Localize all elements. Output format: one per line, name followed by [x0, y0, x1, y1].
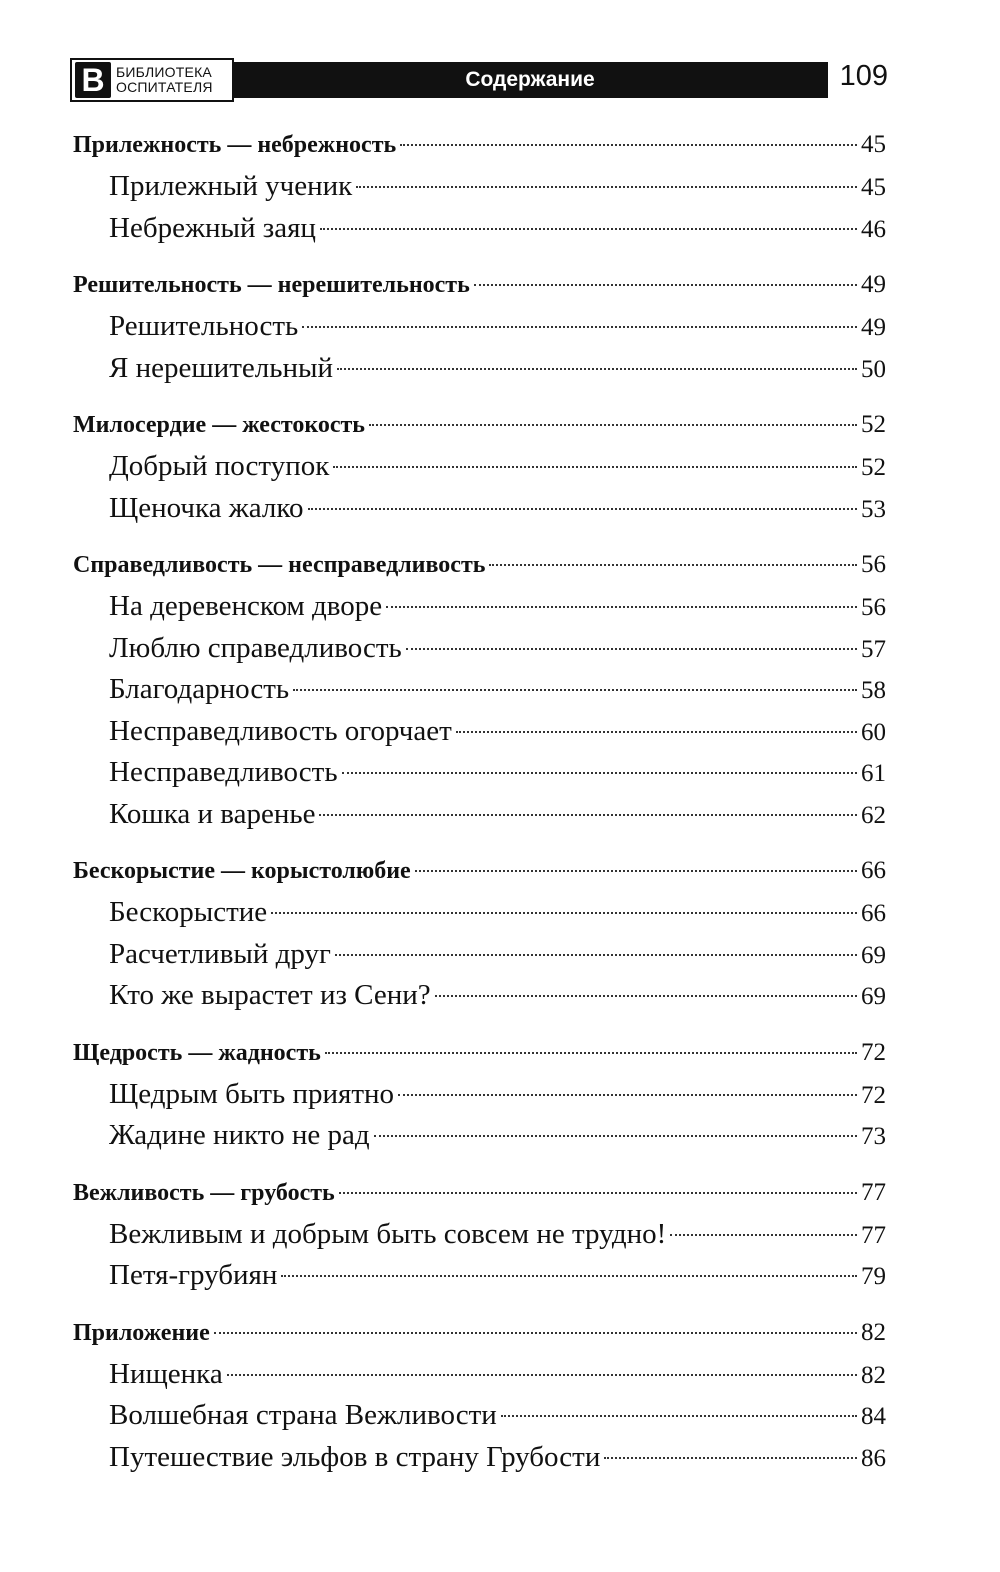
page-number: 109 [839, 60, 888, 92]
toc-entry-title: Жадине никто не рад [109, 1119, 370, 1151]
toc-entry-page: 52 [861, 411, 886, 438]
toc-entry-title: Нищенка [109, 1357, 223, 1390]
toc-entry-page: 62 [861, 801, 886, 829]
toc-entry-title: Щедрым быть приятно [109, 1077, 395, 1110]
toc-entry-page: 66 [861, 900, 886, 927]
dot-leader [400, 144, 857, 146]
dot-leader [335, 954, 857, 956]
dot-leader [293, 689, 857, 691]
toc-section [73, 850, 886, 1017]
header-title: Содержание [232, 62, 828, 98]
toc-entry-title: Решительность — нерешительность [73, 272, 470, 298]
toc-entry-title: Вежливым и добрым быть совсем не трудно! [109, 1217, 667, 1250]
toc-entry-page: 56 [861, 551, 886, 578]
toc-entry-title: Щедрость — жадность [73, 1039, 321, 1066]
toc-entry-page: 60 [861, 718, 886, 746]
toc-story-entry[interactable] [73, 794, 886, 836]
toc-entry-title: Кто же вырастет из Сени? [109, 979, 431, 1011]
toc-entry-page: 84 [861, 1403, 886, 1430]
toc-entry-page: 77 [861, 1221, 886, 1249]
toc-entry-title: Кошка и варенье [109, 797, 316, 830]
toc-entry-title: Приложение [73, 1319, 210, 1346]
toc-entry-title: Благодарность [109, 673, 290, 705]
dot-leader [308, 508, 857, 510]
dot-leader [281, 1275, 857, 1277]
dot-leader [415, 870, 857, 872]
dot-leader [435, 995, 857, 997]
toc-story-entry[interactable] [73, 446, 886, 488]
dot-leader [325, 1052, 857, 1054]
toc-entry-title: Небрежный заяц [109, 211, 316, 244]
dot-leader [398, 1094, 857, 1096]
dot-leader [489, 564, 857, 566]
toc-entry-title: Волшебная страна Вежливости [109, 1399, 497, 1431]
dot-leader [342, 772, 857, 774]
dot-leader [333, 466, 857, 468]
toc-section [73, 404, 886, 529]
toc-section [73, 264, 886, 389]
dot-leader [474, 284, 857, 286]
toc-entry-page: 57 [861, 635, 886, 663]
dot-leader [670, 1234, 857, 1236]
dot-leader [339, 1192, 857, 1194]
toc-entry-title: Прилежный ученик [109, 170, 353, 202]
toc-entry-page: 46 [861, 215, 886, 243]
toc-story-entry[interactable] [73, 488, 886, 530]
toc-story-entry[interactable] [73, 1437, 886, 1479]
toc-entry-title: Петя-грубиян [109, 1259, 278, 1291]
toc-chapter-entry[interactable] [73, 1032, 886, 1074]
toc-entry-page: 79 [861, 1263, 886, 1290]
toc-story-entry[interactable] [73, 306, 886, 348]
toc-chapter-entry[interactable] [73, 124, 886, 166]
toc-section [73, 1172, 886, 1297]
dot-leader [356, 186, 857, 188]
toc-section [73, 1312, 886, 1479]
toc-entry-title: Я нерешительный [109, 351, 333, 384]
toc-chapter-entry[interactable] [73, 544, 886, 586]
toc-entry-title: Люблю справедливость [109, 631, 402, 664]
toc-story-entry[interactable] [73, 628, 886, 670]
toc-entry-title: Добрый поступок [109, 450, 330, 482]
dot-leader [604, 1457, 857, 1459]
toc-entry-page: 69 [861, 941, 886, 969]
toc-chapter-entry[interactable] [73, 850, 886, 892]
toc-entry-title: Несправедливость [109, 756, 338, 788]
toc-entry-title: На деревенском дворе [109, 590, 383, 622]
toc-story-entry[interactable] [73, 892, 886, 934]
toc-entry-page: 73 [861, 1123, 886, 1150]
toc-entry-page: 61 [861, 760, 886, 787]
toc-entry-title: Щеночка жалко [109, 491, 304, 524]
toc-entry-page: 50 [861, 355, 886, 383]
toc-section [73, 124, 886, 249]
table-of-contents [73, 124, 886, 1493]
toc-story-entry[interactable] [73, 348, 886, 390]
series-logo [70, 58, 234, 102]
dot-leader [214, 1332, 857, 1334]
toc-chapter-entry[interactable] [73, 264, 886, 306]
toc-entry-page: 82 [861, 1361, 886, 1389]
toc-story-entry[interactable] [73, 1074, 886, 1116]
dot-leader [406, 648, 857, 650]
toc-entry-page: 72 [861, 1038, 886, 1066]
toc-entry-page: 45 [861, 174, 886, 201]
dot-leader [337, 368, 857, 370]
dot-leader [386, 606, 857, 608]
toc-story-entry[interactable] [73, 1354, 886, 1396]
toc-entry-page: 69 [861, 983, 886, 1010]
toc-entry-title: Бескорыстие [109, 896, 268, 928]
toc-entry-title: Путешествие эльфов в страну Грубости [109, 1440, 601, 1473]
toc-story-entry[interactable] [73, 1255, 886, 1297]
logo-text [116, 65, 213, 95]
dot-leader [501, 1415, 857, 1417]
dot-leader [227, 1374, 857, 1376]
logo-line-2: ОСПИТАТЕЛЯ [116, 79, 213, 95]
toc-entry-page: 58 [861, 677, 886, 704]
toc-chapter-entry[interactable] [73, 1312, 886, 1354]
toc-entry-page: 45 [861, 131, 886, 158]
toc-entry-page: 72 [861, 1081, 886, 1109]
toc-story-entry[interactable] [73, 1214, 886, 1256]
toc-story-entry[interactable] [73, 934, 886, 976]
toc-section [73, 1032, 886, 1157]
dot-leader [320, 228, 857, 230]
toc-chapter-entry[interactable] [73, 404, 886, 446]
logo-letter: В [75, 62, 111, 98]
toc-story-entry[interactable] [73, 711, 886, 753]
dot-leader [369, 424, 857, 426]
toc-story-entry[interactable] [73, 1395, 886, 1437]
toc-entry-page: 49 [861, 271, 886, 298]
toc-entry-page: 77 [861, 1178, 886, 1206]
dot-leader [319, 814, 857, 816]
dot-leader [374, 1135, 857, 1137]
toc-story-entry[interactable] [73, 166, 886, 208]
toc-entry-title: Решительность [109, 310, 299, 342]
toc-story-entry[interactable] [73, 752, 886, 794]
toc-entry-title: Справедливость — несправедливость [73, 552, 486, 578]
toc-story-entry[interactable] [73, 975, 886, 1017]
toc-section [73, 544, 886, 835]
dot-leader [302, 326, 857, 328]
toc-chapter-entry[interactable] [73, 1172, 886, 1214]
toc-entry-page: 56 [861, 594, 886, 621]
dot-leader [271, 912, 857, 914]
logo-line-1: БИБЛИОТЕКА [116, 64, 212, 80]
toc-entry-title: Несправедливость огорчает [109, 714, 452, 747]
toc-entry-page: 52 [861, 454, 886, 481]
toc-story-entry[interactable] [73, 586, 886, 628]
toc-entry-page: 66 [861, 857, 886, 884]
toc-entry-title: Бескорыстие — корыстолюбие [73, 858, 411, 884]
toc-entry-title: Милосердие — жестокость [73, 412, 365, 438]
toc-entry-page: 86 [861, 1444, 886, 1472]
toc-entry-title: Расчетливый друг [109, 937, 331, 970]
toc-entry-page: 53 [861, 495, 886, 523]
page-header [70, 58, 890, 102]
toc-entry-title: Прилежность — небрежность [73, 132, 397, 158]
toc-story-entry[interactable] [73, 669, 886, 711]
toc-entry-page: 49 [861, 314, 886, 341]
toc-entry-page: 82 [861, 1318, 886, 1346]
toc-entry-title: Вежливость — грубость [73, 1179, 335, 1206]
toc-story-entry[interactable] [73, 208, 886, 250]
toc-story-entry[interactable] [73, 1115, 886, 1157]
dot-leader [456, 731, 857, 733]
